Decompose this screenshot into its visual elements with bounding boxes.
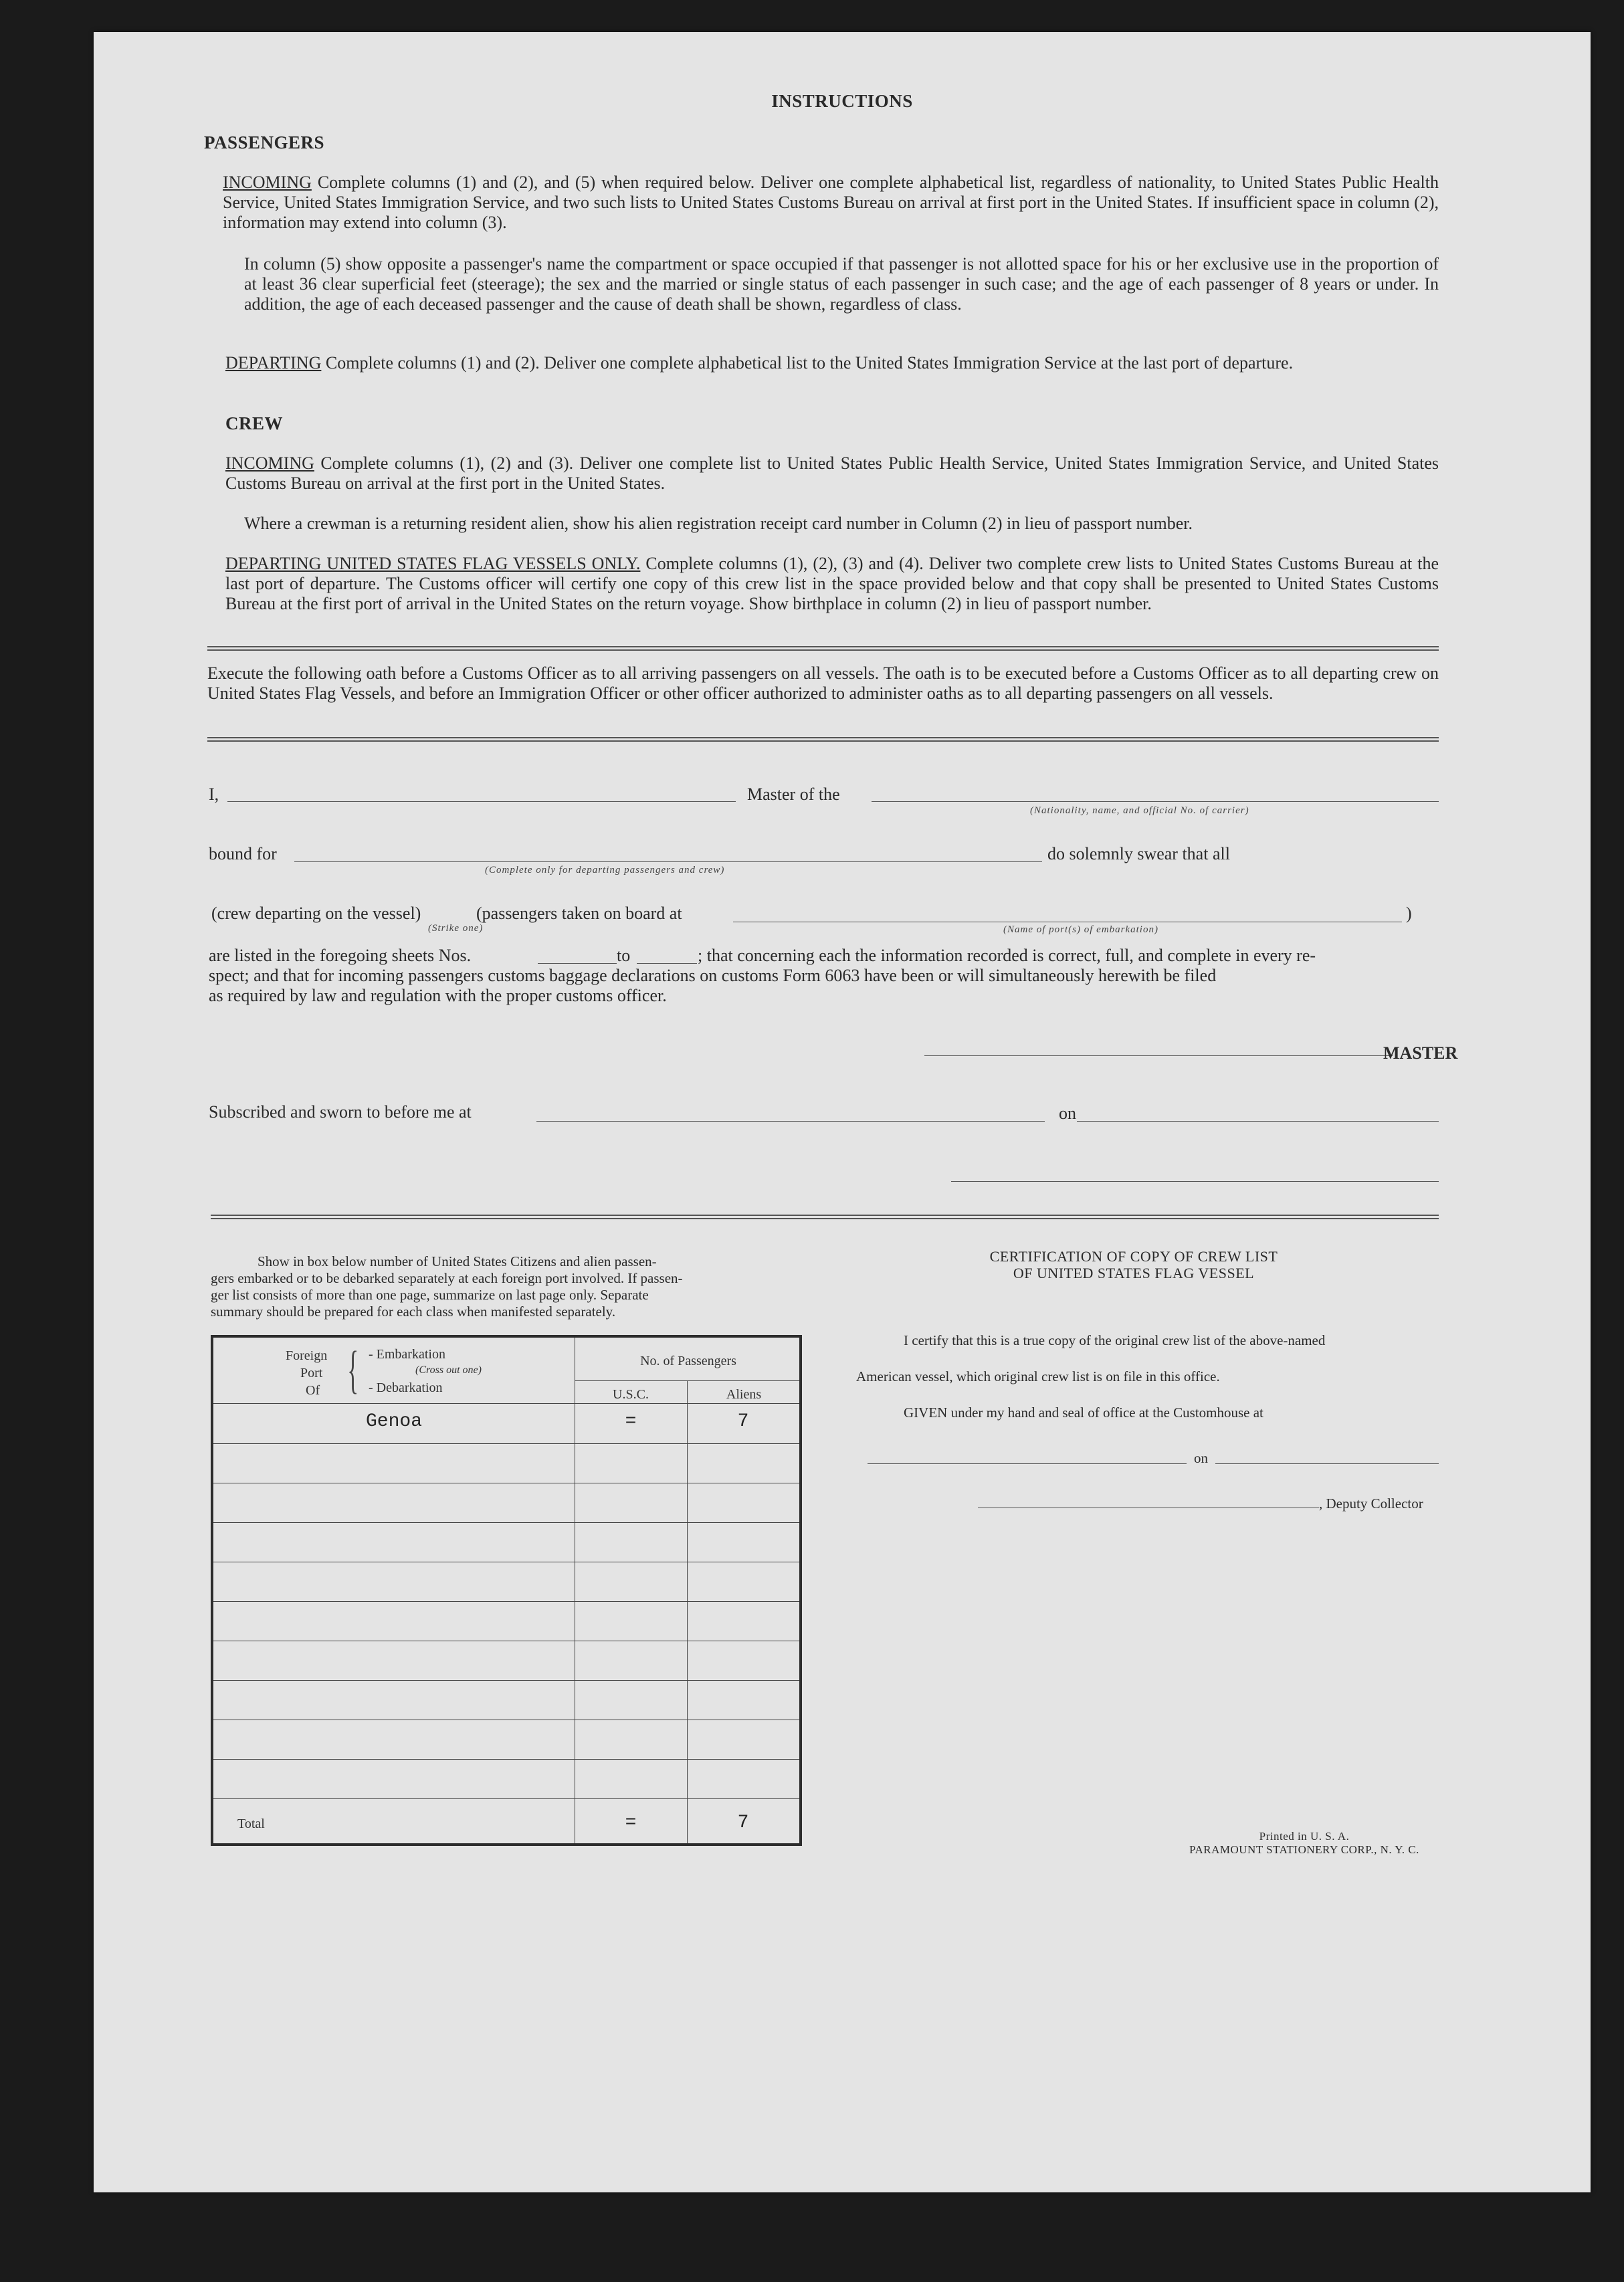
instructions-title: INSTRUCTIONS bbox=[771, 91, 913, 111]
row-divider bbox=[213, 1798, 799, 1799]
certification-title bbox=[930, 1248, 1338, 1281]
debarkation-option[interactable]: - Debarkation bbox=[369, 1380, 443, 1395]
total-aliens-value: 7 bbox=[737, 1812, 749, 1833]
summary-note-line: gers embarked or to be debarked separately at each foreign port involved. If passen- bbox=[211, 1270, 683, 1286]
deputy-collector-label: , Deputy Collector bbox=[1319, 1495, 1423, 1512]
printer-imprint bbox=[1137, 1830, 1471, 1857]
aliens-header: Aliens bbox=[726, 1387, 762, 1402]
passenger-summary-table bbox=[211, 1335, 802, 1846]
incoming-label: INCOMING bbox=[223, 173, 312, 192]
oath-intro: Execute the following oath before a Customs Officer as to all arriving passengers on all vessels. The oath is to be executed before a Customs Officer as to all departing crew on United States Flag Vessels, and before an Immigration Officer or other officer authorized to administer oaths as to all departing passengers on all vessels. bbox=[207, 663, 1439, 703]
double-rule bbox=[211, 1215, 1439, 1219]
incoming-text: Complete columns (1) and (2), and (5) when required below. Deliver one complete alphabetical list, regardless of nationality, to United States Public Health Service, United States Immigration Service, and two such lists to United States Customs Bureau on arrival at first port in the United States. If insufficient space in column (2), information may extend into column (3). bbox=[223, 173, 1439, 232]
summary-note-line: Show in box below number of United States Citizens and alien passen- bbox=[258, 1253, 657, 1269]
column-divider bbox=[687, 1380, 688, 1843]
of-label: Of bbox=[306, 1383, 320, 1398]
close-paren: ) bbox=[1406, 904, 1412, 923]
row-divider bbox=[213, 1759, 799, 1760]
total-usc-value: = bbox=[625, 1812, 637, 1833]
crewman-paragraph: Where a crewman is a returning resident alien, show his alien registration receipt card number in Column (2) in lieu of passport number. bbox=[244, 514, 1193, 533]
port-label: Port bbox=[300, 1366, 323, 1380]
usc-header: U.S.C. bbox=[613, 1387, 649, 1402]
total-label: Total bbox=[237, 1817, 265, 1831]
sworn-date-field[interactable] bbox=[1077, 1121, 1439, 1122]
crew-incoming-label: INCOMING bbox=[225, 453, 314, 473]
listed-text-4: as required by law and regulation with the proper customs officer. bbox=[209, 986, 667, 1005]
departing-text: Complete columns (1) and (2). Deliver one complete alphabetical list to the United States Immigration Service at the last port of departure. bbox=[321, 353, 1294, 373]
certification-title-line: OF UNITED STATES FLAG VESSEL bbox=[1013, 1265, 1255, 1281]
certification-on-label: on bbox=[1194, 1450, 1208, 1466]
oath-i-label: I, bbox=[209, 785, 219, 804]
bound-for-label: bound for bbox=[209, 844, 277, 863]
subscribed-label: Subscribed and sworn to before me at bbox=[209, 1102, 472, 1122]
imprint-line: PARAMOUNT STATIONERY CORP., N. Y. C. bbox=[1189, 1843, 1419, 1856]
sworn-on-label: on bbox=[1059, 1104, 1076, 1123]
crew-incoming-paragraph bbox=[225, 453, 1439, 494]
passengers-incoming-paragraph bbox=[223, 173, 1439, 233]
row-divider bbox=[213, 1443, 799, 1444]
certification-date-field[interactable] bbox=[1215, 1463, 1439, 1464]
crew-incoming-text: Complete columns (1), (2) and (3). Deliver one complete list to United States Public Health Service, United States Immigration Service, and United States Customs Bureau on arrival at the first port in the United States. bbox=[225, 453, 1439, 493]
officer-signature-field[interactable] bbox=[951, 1181, 1439, 1182]
carrier-field[interactable] bbox=[872, 801, 1439, 802]
passengers-taken-option: (passengers taken on board at bbox=[476, 904, 682, 923]
customhouse-field[interactable] bbox=[868, 1463, 1187, 1464]
brace-glyph: { bbox=[347, 1340, 359, 1398]
no-of-passengers-header: No. of Passengers bbox=[640, 1354, 736, 1368]
passengers-departing-paragraph bbox=[225, 353, 1439, 373]
row-aliens-value: 7 bbox=[737, 1411, 749, 1432]
solemnly-swear-text: do solemnly swear that all bbox=[1047, 844, 1230, 863]
flag-vessels-label: DEPARTING UNITED STATES FLAG VESSELS ONLY. bbox=[225, 554, 641, 573]
passengers-heading: PASSENGERS bbox=[204, 132, 325, 152]
sheet-from-field[interactable] bbox=[538, 963, 617, 964]
embarkation-option[interactable]: - Embarkation bbox=[369, 1347, 445, 1362]
flag-vessels-paragraph bbox=[225, 554, 1439, 614]
imprint-line: Printed in U. S. A. bbox=[1259, 1830, 1350, 1843]
certify-text-1: I certify that this is a true copy of the original crew list of the above-named bbox=[904, 1332, 1326, 1348]
sheet-to-field[interactable] bbox=[637, 963, 697, 964]
strike-one-caption: (Strike one) bbox=[428, 923, 484, 934]
cross-out-caption: (Cross out one) bbox=[415, 1364, 482, 1376]
row-port-genoa: Genoa bbox=[365, 1411, 422, 1432]
given-text: GIVEN under my hand and seal of office at the Customhouse at bbox=[904, 1405, 1263, 1421]
master-name-field[interactable] bbox=[227, 801, 736, 802]
bound-for-field[interactable] bbox=[294, 861, 1042, 862]
listed-text-1: are listed in the foregoing sheets Nos. bbox=[209, 946, 472, 965]
master-label: MASTER bbox=[1383, 1043, 1458, 1063]
ports-caption: (Name of port(s) of embarkation) bbox=[1003, 924, 1158, 935]
row-usc-value: = bbox=[625, 1411, 637, 1432]
crew-departing-option: (crew departing on the vessel) bbox=[211, 904, 421, 923]
foreign-label: Foreign bbox=[286, 1348, 328, 1363]
row-divider bbox=[213, 1403, 799, 1404]
row-divider bbox=[213, 1680, 799, 1681]
double-rule bbox=[207, 737, 1439, 742]
listed-text-3: spect; and that for incoming passengers customs baggage declarations on customs Form 6063 have been or will simultaneously herewith be filed bbox=[209, 966, 1217, 985]
form-page bbox=[94, 32, 1591, 2192]
column5-paragraph: In column (5) show opposite a passenger's name the compartment or space occupied if that passenger is not allotted space for his or her exclusive use in the proportion of at least 36 clear superficial feet (steerage); the sex and the married or single status of each passenger in such case; and the age of each passenger of 8 years or under. In addition, the age of each deceased passenger and the cause of death shall be shown, regardless of class. bbox=[244, 254, 1439, 314]
certify-text-2: American vessel, which original crew list is on file in this office. bbox=[856, 1368, 1220, 1384]
listed-text-2: ; that concerning each the information recorded is correct, full, and complete in every re- bbox=[698, 946, 1316, 965]
to-label: to bbox=[617, 946, 631, 965]
double-rule bbox=[207, 646, 1439, 651]
summary-note-line: ger list consists of more than one page, summarize on last page only. Separate bbox=[211, 1287, 649, 1303]
nationality-caption: (Nationality, name, and official No. of carrier) bbox=[1030, 805, 1249, 816]
row-divider bbox=[213, 1601, 799, 1602]
sworn-location-field[interactable] bbox=[536, 1121, 1045, 1122]
crew-heading: CREW bbox=[225, 413, 284, 433]
certification-title-line: CERTIFICATION OF COPY OF CREW LIST bbox=[989, 1248, 1278, 1265]
summary-note-line: summary should be prepared for each class when manifested separately. bbox=[211, 1304, 616, 1320]
master-of-the-label: Master of the bbox=[747, 785, 840, 804]
flag-vessels-text: Complete columns (1), (2), (3) and (4). Deliver two complete crew lists to United States Customs Bureau at the last port of departure. The Customs officer will certify one copy of this crew list in the space provided below and that copy shall be presented to United States Customs Bureau at the first port of arrival in the United States on the return voyage. Show birthplace in column (2) in lieu of passport number. bbox=[225, 554, 1439, 613]
bound-for-caption: (Complete only for departing passengers and crew) bbox=[485, 865, 725, 875]
summary-note bbox=[211, 1253, 802, 1320]
row-divider bbox=[213, 1522, 799, 1523]
master-signature-field[interactable] bbox=[924, 1055, 1393, 1056]
departing-label: DEPARTING bbox=[225, 353, 322, 373]
